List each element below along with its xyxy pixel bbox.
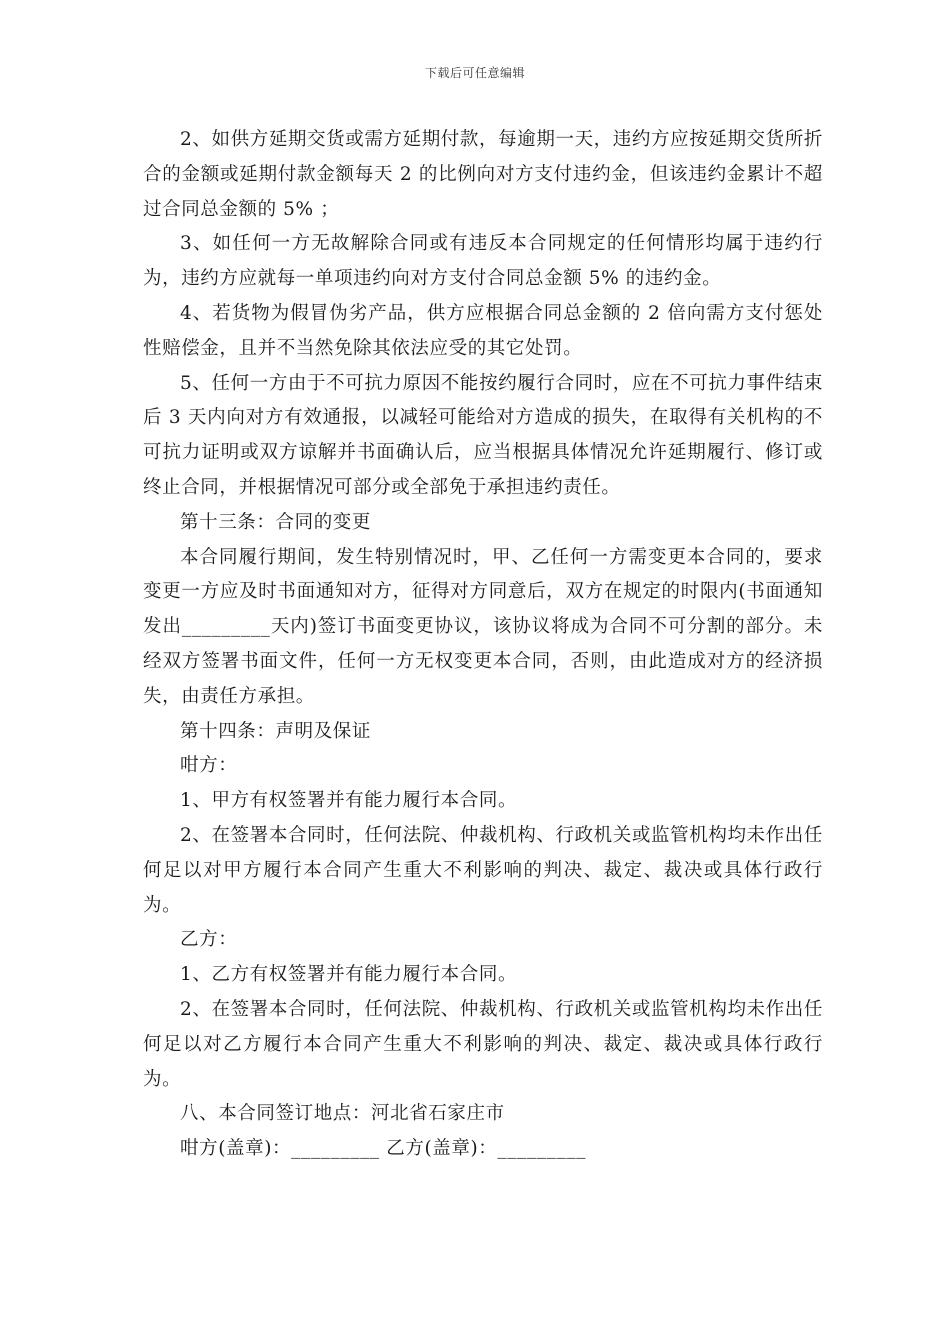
- signing-location: 八、本合同签订地点：河北省石家庄市: [180, 1103, 505, 1125]
- party-b-label: 乙方：: [180, 929, 238, 951]
- party-b-warranty-1: 1、乙方有权签署并有能力履行本合同。: [180, 964, 518, 986]
- party-a-warranty-1: 1、甲方有权签署并有能力履行本合同。: [180, 790, 518, 812]
- article-13-body: 本合同履行期间，发生特别情况时，甲、乙任何一方需变更本合同的，要求变更一方应及时书面通知对方，征得对方同意后，双方在规定的时限内(书面通知发出_________天内)签订书面变更协议，该协议将成为合同不可分割的部分。未经双方签署书面文件，任何一方无权变更本合同，否则，由此造成对方的经济损失，由责任方承担。: [143, 546, 823, 707]
- article-14-heading: 第十四条：声明及保证: [180, 720, 372, 742]
- page-header: 下载后可任意编辑: [424, 66, 525, 80]
- clause-counterfeit-compensation: 4、若货物为假冒伪劣产品，供方应根据合同总金额的 2 倍向需方支付惩处性赔偿金，且并不当然免除其依法应受的其它处罚。: [143, 302, 823, 359]
- clause-termination-penalty: 3、如任何一方无故解除合同或有违反本合同规定的任何情形均属于违约行为，违约方应就每一单项违约向对方支付合同总金额 5% 的违约金。: [143, 233, 823, 290]
- signature-line: 咁方(盖章)：_________ 乙方(盖章)：_________: [180, 1138, 587, 1160]
- party-a-label: 咁方：: [180, 755, 238, 777]
- party-b-warranty-2: 2、在签署本合同时，任何法院、仲裁机构、行政机关或监管机构均未作出任何足以对乙方履行本合同产生重大不利影响的判决、裁定、裁决或具体行政行为。: [143, 998, 823, 1090]
- article-13-heading: 第十三条：合同的变更: [180, 511, 372, 533]
- clause-late-delivery-penalty: 2、如供方延期交货或需方延期付款，每逾期一天，违约方应按延期交货所折合的金额或延期付款金额每天 2 的比例向对方支付违约金，但该违约金累计不超过合同总金额的 5% ；: [143, 129, 823, 220]
- document-body: [143, 123, 823, 1167]
- party-a-warranty-2: 2、在签署本合同时，任何法院、仲裁机构、行政机关或监管机构均未作出任何足以对甲方履行本合同产生重大不利影响的判决、裁定、裁决或具体行政行为。: [143, 824, 823, 916]
- clause-force-majeure: 5、任何一方由于不可抗力原因不能按约履行合同时，应在不可抗力事件结束后 3 天内向对方有效通报，以减轻可能给对方造成的损失，在取得有关机构的不可抗力证明或双方谅解并书面确认后，应当根据具体情况允许延期履行、修订或终止合同，并根据情况可部分或全部免于承担违约责任。: [143, 372, 823, 498]
